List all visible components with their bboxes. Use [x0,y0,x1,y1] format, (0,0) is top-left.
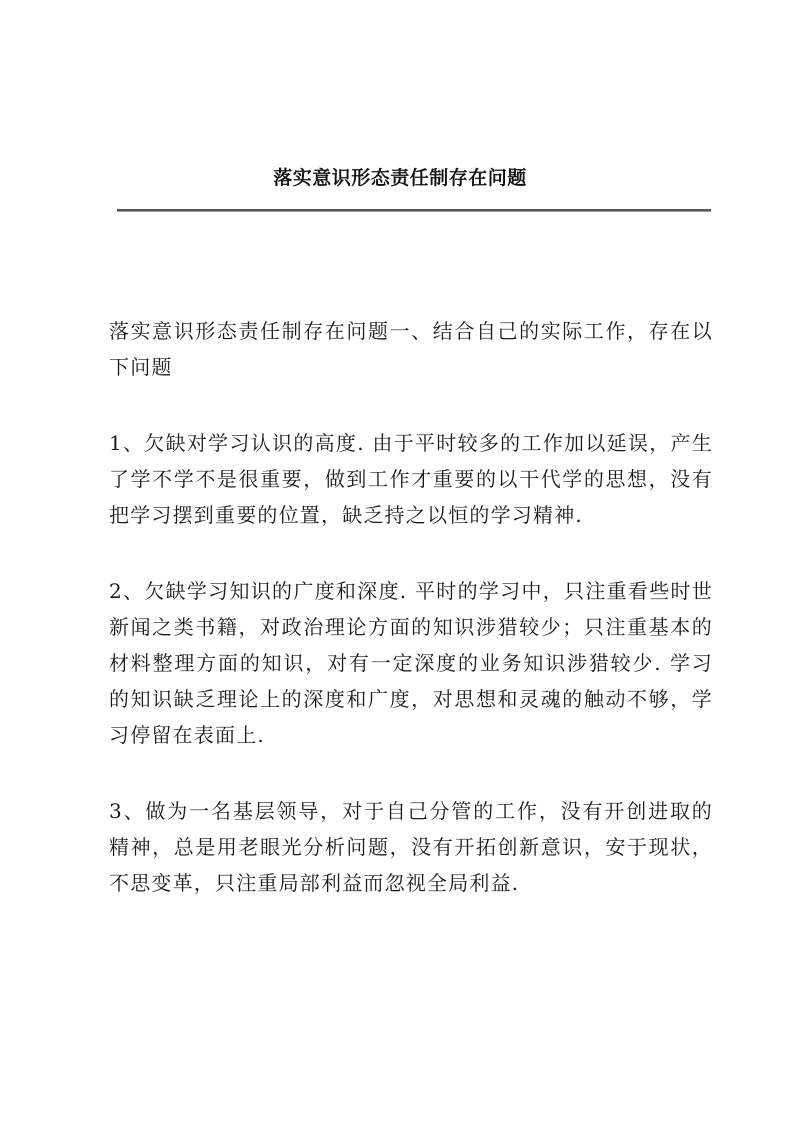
paragraph-item-1: 1、欠缺对学习认识的高度. 由于平时较多的工作加以延误，产生了学不学不是很重要，做到工作才重要的以干代学的思想，没有把学习摆到重要的位置，缺乏持之以恒的学习精神. [109,431,713,527]
paragraph-item-3: 3、做为一名基层领导，对于自己分管的工作，没有开创进取的精神，总是用老眼光分析问题，没有开拓创新意识，安于现状，不思变革，只注重局部利益而忽视全局利益. [109,799,713,895]
document-title: 落实意识形态责任制存在问题 [273,167,527,189]
title-divider [117,209,711,212]
document-body [109,313,713,941]
intro-paragraph: 落实意识形态责任制存在问题一、结合自己的实际工作，存在以下问题 [109,319,713,379]
paragraph-item-2: 2、欠缺学习知识的广度和深度. 平时的学习中，只注重看些时世新闻之类书籍，对政治理论方面的知识涉猎较少；只注重基本的材料整理方面的知识，对有一定深度的业务知识涉猎较少. 学习的知识缺乏理论上的深度和广度，对思想和灵魂的触动不够，学习停留在表面上. [109,579,713,747]
